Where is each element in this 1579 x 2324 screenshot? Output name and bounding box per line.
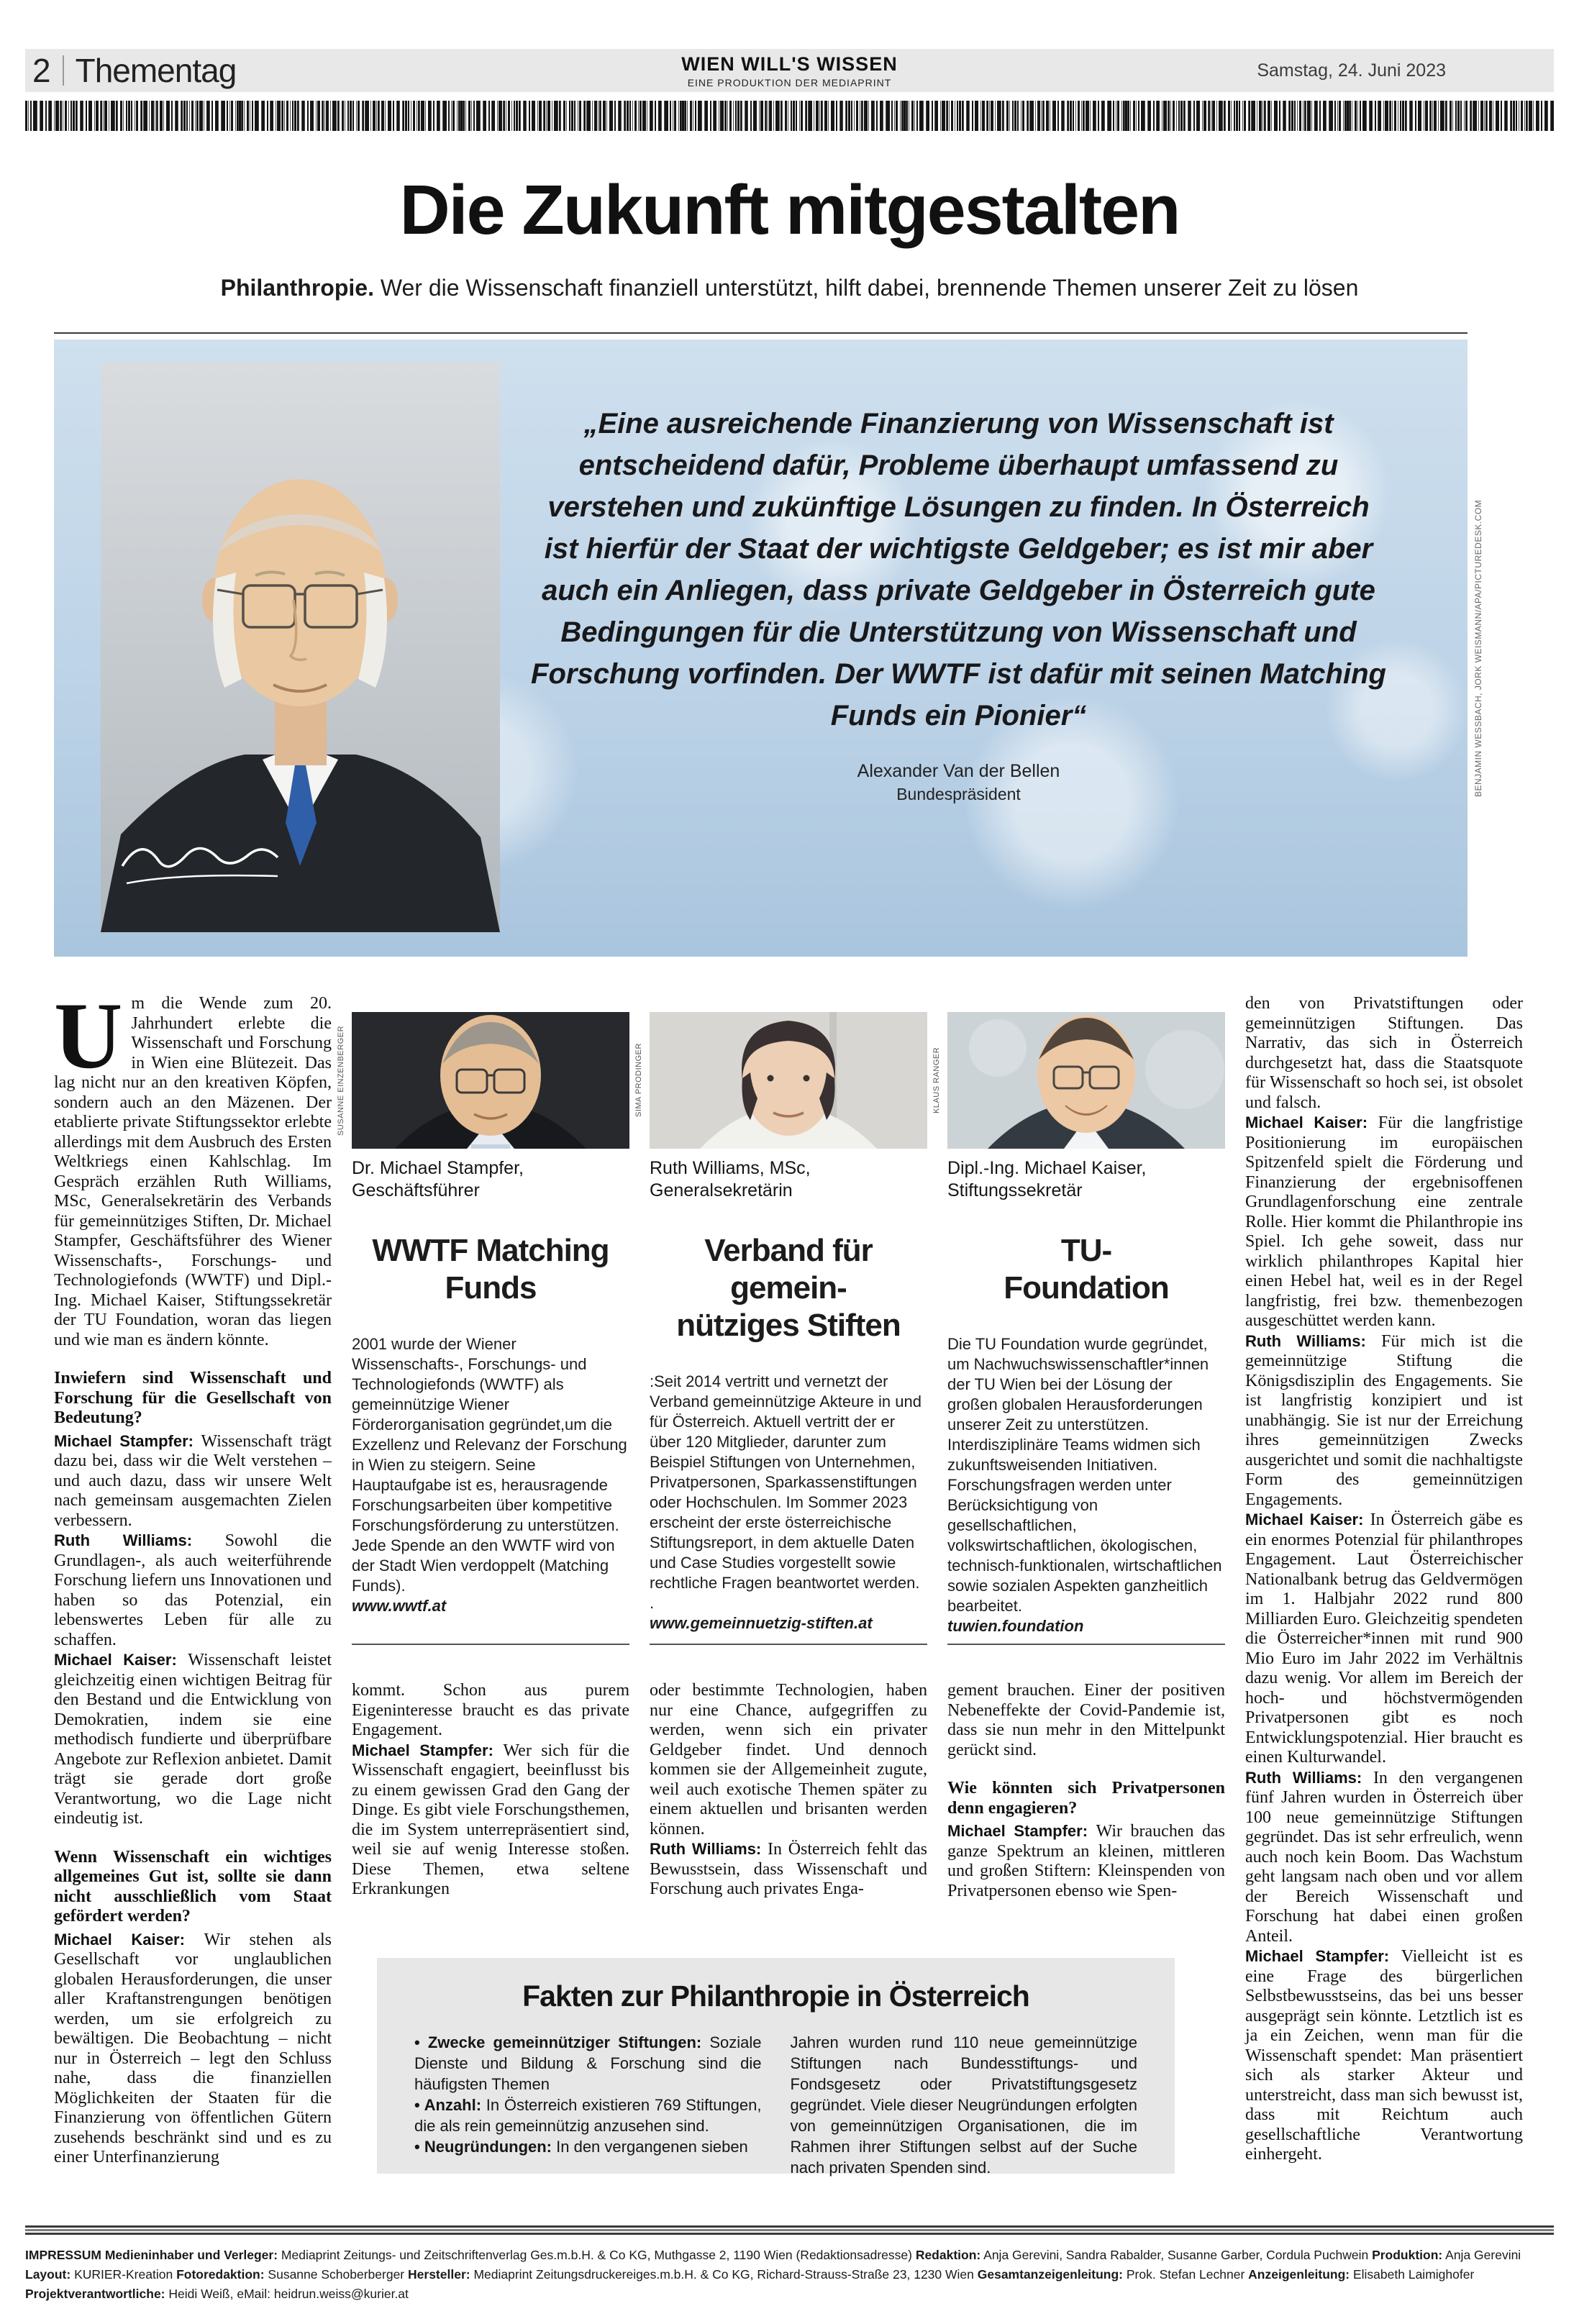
- quote-attribution-role: Bundespräsident: [896, 785, 1021, 803]
- profile-card: [634, 1012, 927, 1645]
- interview-flow-col1: [54, 1369, 332, 2168]
- hero-photo-credit: BENJAMIN WESSBACH, JORK WEISMANN/APA/PICTUREDESK.COM: [1473, 499, 1483, 797]
- speaker-name: Ruth Williams:: [650, 1840, 768, 1858]
- caption-line-1: Ruth Williams, MSc,: [650, 1158, 811, 1178]
- brand-subtitle: EINE PRODUKTION DER MEDIAPRINT: [687, 76, 892, 88]
- photo-ruth-williams: [650, 1012, 927, 1149]
- section-title: Thementag: [75, 52, 237, 89]
- info-body: 2001 wurde der Wiener Wissenschafts-, Forschungs- und Technologiefonds (WWTF) als gemeinnützige Wiener Förderorganisation gegründet,um die Exzellenz und Relevanz der Forschung in Wien zu steigern. Seine Hauptaufgabe ist es, herausragende Forschungsarbeiten über kompetitive Forschungsförderung zu unterstützen. Jede Spende an den WWTF wird von der Stadt Wien verdoppelt (Matching Funds).: [352, 1335, 627, 1595]
- speaker-name: • Zwecke gemeinnütziger Stiftungen:: [414, 2033, 710, 2051]
- profile-info-text: [650, 1372, 927, 1633]
- speaker-name: • Anzahl:: [414, 2096, 486, 2114]
- heading-line-2: Foundation: [1004, 1270, 1169, 1305]
- hero-image: [54, 340, 1467, 957]
- article-paragraph: • Anzahl: In Österreich existieren 769 Stiftungen, die als rein gemeinnützig anzusehen sind.: [414, 2096, 762, 2135]
- speaker-name: • Neugründungen:: [414, 2138, 557, 2156]
- profile-link: www.gemeinnuetzig-stiften.at: [650, 1614, 873, 1632]
- profile-heading: [650, 1232, 927, 1344]
- heading-line-1: TU-: [1060, 1233, 1112, 1268]
- subhead-text: Wer die Wissenschaft finanziell unterstützt, hilft dabei, brennende Themen unserer Zeit zu lösen: [373, 275, 1359, 301]
- subhead-kicker: Philanthropie.: [220, 275, 374, 301]
- interview-question: Wie könnten sich Privatpersonen denn engagieren?: [947, 1779, 1225, 1818]
- divider-rule: [54, 332, 1467, 334]
- speaker-name: Michael Stampfer:: [352, 1741, 504, 1759]
- impressum-label: Anzeigenleitung:: [1248, 2267, 1350, 2282]
- caption-line-2: Geschäftsführer: [352, 1180, 480, 1200]
- impressum-label: Redaktion:: [915, 2248, 981, 2262]
- interview-question: Wenn Wissenschaft ein wichtiges allgemeines Gut ist, sollte sie dann nicht ausschließlich vom Staat gefördert werden?: [54, 1847, 332, 1926]
- article-paragraph: Michael Stampfer: Wir brauchen das ganze Spektrum an kleinen, mittleren und großen Stiftern: Kleinspenden von Privatpersonen ebenso wie Spen-: [947, 1822, 1225, 1900]
- photo-michael-stampfer: [352, 1012, 629, 1149]
- caption-line-1: Dr. Michael Stampfer,: [352, 1158, 524, 1178]
- profile-kaiser: [932, 994, 1225, 1940]
- article-paragraph: Ruth Williams: In den vergangenen fünf Jahren wurden in Österreich über 100 neue gemeinnützige Stiftungen gegründet. Das ist sehr erfreulich, wenn auch noch kein Boom. Das Wachstum geht langsam nach oben und vor allem der Bereich Wissenschaft und Forschung hat dabei einen großen Anteil.: [1245, 1768, 1523, 1946]
- facts-box: [377, 1958, 1175, 2177]
- pull-quote: „Eine ausreichende Finanzierung von Wissenschaft ist entscheidend dafür, Probleme überhaupt umfassend zu verstehen und zukünftige Lösungen zu finden. In Österreich ist hierfür der Staat der wichtigste Geldgeber; es ist mir aber auch ein Anliegen, dass private Geldgeber in Österreich gute Bedingungen für die Unterstützung von Wissenschaft und Forschung vorfinden. Der WWTF ist dafür mit seinen Matching Funds ein Pionier“: [531, 408, 1386, 732]
- info-body: :Seit 2014 vertritt und vernetzt der Verband gemeinnützige Akteure in und für Österreich. Aktuell vertritt der er über 120 Mitglieder, darunter zum Beispiel Stiftungen von Unternehmen, Privatpersonen, Sparkassenstiftungen oder Hochschulen. Im Sommer 2023 erscheint der erste österreichische Stiftungsreport, in dem aktuelle Daten und Case Studies vorgestellt sowie rechtliche Fragen beantwortet werden. .: [650, 1372, 922, 1612]
- profile-williams: [634, 994, 927, 1940]
- heading-line-1: Verband für gemein-: [704, 1233, 873, 1305]
- article-paragraph: Ruth Williams: Für mich ist die gemeinnützige Stiftung die Königsdisziplin des Engagements. Sie ist langfristig konzipiert und ist unabhängig. Sie ist nur der Erreichung ihres gemeinnützigen Zwecks ausgerichtet und somit die nachhaltigste Form des gemeinnützigen Engagements.: [1245, 1331, 1523, 1509]
- intro-paragraph: [54, 983, 332, 1350]
- article-paragraph: gement brauchen. Einer der positiven Nebeneffekte der Covid-Pandemie ist, dass sie nun mehr in den Mittelpunkt gerückt sind.: [947, 1681, 1225, 1759]
- impressum-label: Produktion:: [1372, 2248, 1443, 2262]
- speaker-name: Ruth Williams:: [1245, 1331, 1382, 1350]
- article-column-2-continuation: [352, 1681, 629, 1940]
- impressum: IMPRESSUM Medieninhaber und Verleger: Mediaprint Zeitungs- und Zeitschriftenverlag Ges.m.b.H. & Co KG, Muthgasse 2, 1190 Wien (Redaktionsadresse) Redaktion: Anja Gerevini, Sandra Rabalder, Susanne Garber, Cordula Puchwein Produktion: Anja Gerevini Layout: KURIER-Kreation Fotoredaktion: Susanne Schoberberger Hersteller: Mediaprint Zeitungsdruckereiges.m.b.H. & Co KG, Richard-Strauss-Straße 23, 1230 Wien Gesamtanzeigenleitung: Prok. Stefan Lechner Anzeigenleitung: Elisabeth Laimighofer Projektverantwortliche: Heidi Weiß, eMail: heidrun.weiss@kurier.at: [25, 2248, 1521, 2301]
- article-paragraph: Michael Kaiser: Für die langfristige Positionierung im europäischen Spitzenfeld spielt die Förderung und Finanzierung der ergebnisoffenen Grundlagenforschung eine zentrale Rolle. Hier kommt die Philanthropie ins Spiel. Ich gehe soweit, dass nur wirklich philanthropes Kapital hier einen Hebel hat, weil es in der Regel langfristig, frei bzw. themenbezogen ausgeschüttet werden kann.: [1245, 1113, 1523, 1330]
- speaker-name: Ruth Williams:: [54, 1531, 225, 1549]
- main-headline: Die Zukunft mitgestalten: [399, 170, 1180, 249]
- facts-columns: [414, 2032, 1137, 2178]
- page-number: 2: [32, 52, 51, 89]
- photo-credit: SUSANNE EINZENBERGER: [337, 1025, 345, 1136]
- speaker-name: Michael Kaiser:: [54, 1651, 188, 1669]
- photo-credit: SIMA PRODINGER: [634, 1043, 643, 1118]
- profile-info-text: [947, 1334, 1225, 1636]
- facts-box-title: Fakten zur Philanthropie in Österreich: [522, 1979, 1029, 2013]
- article-paragraph: Michael Stampfer: Wissenschaft trägt dazu bei, dass wir die Welt verstehen – und auch dazu, dass wir unsere Welt nach gemeinsam ausgemachten Zielen verbessern.: [54, 1431, 332, 1530]
- profile-card: [337, 1012, 629, 1645]
- heading-line-1: WWTF Matching: [372, 1233, 609, 1268]
- article-paragraph: • Neugründungen: In den vergangenen sieben: [414, 2138, 748, 2156]
- impressum-label: Fotoredaktion:: [176, 2267, 265, 2282]
- page-header: [25, 49, 1554, 92]
- speaker-name: Michael Kaiser:: [54, 1930, 204, 1949]
- profile-stampfer: [337, 994, 630, 1940]
- article-paragraph: Michael Kaiser: Wissenschaft leistet gleichzeitig einen wichtigen Beitrag für den Bestand und die Entwicklung von Demokratien, indem sie eine methodisch fundierte und überprüfbare Angebote zur Reflexion anbietet. Damit trägt sie gerade dort große Verantwortung, wo die Lage nicht eindeutig ist.: [54, 1651, 332, 1828]
- photo-credit: KLAUS RANGER: [932, 1047, 941, 1114]
- facts-right-column: Jahren wurden rund 110 neue gemeinnützige Stiftungen nach Bundesstiftungs- und Fondsgesetz oder Privatstiftungsgesetz gegründet. Viele dieser Neugründungen erfolgten von gemeinnützigen Organisationen, die im Rahmen ihrer Stiftungen selbst auf der Suche nach privaten Spenden sind.: [790, 2033, 1137, 2177]
- impressum-label: Hersteller:: [408, 2267, 470, 2282]
- caption-line-1: Dipl.-Ing. Michael Kaiser,: [947, 1158, 1147, 1178]
- drop-cap: U: [54, 983, 123, 1088]
- profile-info-text: [352, 1334, 629, 1616]
- impressum-label: Projektverantwortliche:: [25, 2287, 165, 2301]
- profile-card: [932, 1012, 1225, 1645]
- impressum-label: IMPRESSUM: [25, 2248, 105, 2262]
- heading-line-2: Funds: [445, 1270, 537, 1305]
- speaker-name: Michael Stampfer:: [1245, 1947, 1401, 1965]
- article-column-1: [54, 983, 332, 2206]
- pull-quote-block: [529, 403, 1388, 804]
- brand-title: WIEN WILL'S WISSEN: [681, 53, 898, 75]
- article-paragraph: Michael Stampfer: Vielleicht ist es eine Frage des bürgerlichen Selbstbewusstseins, das bei uns besser ausgeprägt sein könnte. Letztlich ist es ja ein Zeichen, wenn man für die Wissenschaft spendet: Man präsentiert sich als starker Akteur und unterstreicht, dass man sich bewusst ist, dass mit Reichtum auch gesellschaftliche Verantwortung einhergeht.: [1245, 1947, 1523, 2164]
- speaker-name: Michael Kaiser:: [1245, 1113, 1378, 1131]
- heading-line-2: nütziges Stiften: [676, 1308, 901, 1343]
- article-column-3-continuation: [650, 1681, 927, 1940]
- article-paragraph: Ruth Williams: Sowohl die Grundlagen-, als auch weiterführende Forschung liefern uns Innovationen und haben so das Potenzial, ein lebenswertes Leben für alle zu schaffen.: [54, 1531, 332, 1649]
- footer-divider-stripes: [25, 2225, 1554, 2236]
- issue-date: Samstag, 24. Juni 2023: [1257, 60, 1446, 81]
- profile-link: tuwien.foundation: [947, 1617, 1084, 1635]
- speaker-name: Michael Kaiser:: [1245, 1510, 1370, 1528]
- photo-caption: [947, 1157, 1225, 1202]
- article-paragraph: Michael Kaiser: In Österreich gäbe es ein enormes Potenzial für philanthropes Engagement. Laut Österreichischer Nationalbank betrug das Geldvermögen im 1. Halbjahr 2022 rund 800 Milliarden Euro. Gleichzeitig spendeten die Österreicher*innen mit rund 900 Mio Euro im Jahr 2022 im Verhältnis dazu wenig. Vor allem im Bereich der hoch- und höchstvermögenden Privatpersonen gibt es noch Entwicklungspotenzial. Hier braucht es einen Kulturwandel.: [1245, 1510, 1523, 1767]
- photo-caption: [352, 1157, 629, 1202]
- middle-section: [337, 994, 1225, 2206]
- article-paragraph: • Zwecke gemeinnütziger Stiftungen: Soziale Dienste und Bildung & Forschung sind die häufigsten Themen: [414, 2033, 762, 2093]
- speaker-name: Ruth Williams:: [1245, 1768, 1373, 1787]
- facts-left-column: [414, 2032, 762, 2178]
- profile-link: www.wwtf.at: [352, 1597, 447, 1615]
- article-column-5: [1245, 994, 1523, 2206]
- article-body: [54, 983, 1523, 2206]
- article-paragraph: oder bestimmte Technologien, haben nur eine Chance, aufgegriffen zu werden, wenn sich ein privater Geldgeber findet. Und dennoch kommen sie der Allgemeinheit zugute, weil auch exotische Themen später zu einem aktuellen und brisanten werden können.: [650, 1681, 927, 1838]
- quote-attribution-name: Alexander Van der Bellen: [857, 761, 1060, 781]
- article-paragraph: den von Privatstiftungen oder gemeinnützigen Stiftungen. Das Narrativ, das sich in Österreich durchgesetzt hat, dass die Staatsquote für Wissenschaft so hoch sei, ist obsolet und falsch.: [1245, 994, 1523, 1112]
- profile-heading: [352, 1232, 629, 1307]
- caption-line-2: Generalsekretärin: [650, 1180, 793, 1200]
- article-paragraph: Michael Stampfer: Wer sich für die Wissenschaft engagiert, beeinflusst bis zu einem gewissen Grad den Gang der Dinge. Es gibt viele Forschungsthemen, die im System unterrepräsentiert sind, weil sie auf wenig Interesse stoßen. Diese Themen, etwa seltene Erkrankungen: [352, 1741, 630, 1898]
- article-paragraph: Ruth Williams: In Österreich fehlt das Bewusstsein, dass Wissenschaft und Forschung auch privates Enga-: [650, 1840, 927, 1898]
- profiles-row: [337, 994, 1225, 1940]
- article-paragraph: Michael Kaiser: Wir stehen als Gesellschaft vor unglaublichen globalen Herausforderungen, die unser aller Kraftanstrengungen benötigen werden, um sie erfolgreich zu bewältigen. Die Beobachtung – nicht nur in Österreich – legt den Schluss nahe, dass die finanziellen Möglichkeiten der Staaten für die Finanzierung von öffentlichen Gütern zusehends beschränkt sind und es zu einer Unterfinanzierung: [54, 1930, 332, 2166]
- article-paragraph: kommt. Schon aus purem Eigeninteresse braucht es das private Engagement.: [352, 1681, 629, 1739]
- photo-michael-kaiser: [947, 1012, 1225, 1149]
- speaker-name: Michael Stampfer:: [54, 1431, 201, 1450]
- interview-question: Inwiefern sind Wissenschaft und Forschung für die Gesellschaft von Bedeutung?: [54, 1369, 332, 1427]
- speaker-name: Michael Stampfer:: [947, 1822, 1096, 1840]
- article-column-4-continuation: [947, 1681, 1225, 1940]
- caption-line-2: Stiftungssekretär: [947, 1180, 1083, 1200]
- decorative-barcode-band: [25, 101, 1554, 131]
- photo-caption: [650, 1157, 927, 1202]
- impressum-label: Gesamtanzeigenleitung:: [977, 2267, 1124, 2282]
- info-body: Die TU Foundation wurde gegründet, um Nachwuchswissenschaftler*innen der TU Wien bei der Lösung der großen globalen Herausforderungen unserer Zeit zu unterstützen. Interdisziplinäre Teams widmen sich zukunftsweisenden Initiativen. Forschungsfragen werden unter Berücksichtigung von gesellschaftlichen, volkswirtschaftlichen, ökologischen, technisch-funktionalen, wirtschaftlichen sowie sozialen Aspekten ganzheitlich bearbeitet.: [947, 1335, 1222, 1615]
- profile-heading: [947, 1232, 1225, 1307]
- portrait-van-der-bellen: [101, 363, 500, 932]
- intro-text: m die Wende zum 20. Jahrhundert erlebte die Wissenschaft und Forschung in Wien eine Blütezeit. Das lag nicht nur an den kreativen Köpfen, sondern auch an den Mäzenen. Der etablierte private Stiftungssektor erlebte allerdings mit dem Ausbruch des Ersten Weltkriegs einen Kahlschlag. Im Gespräch erzählen Ruth Williams, MSc, Generalsekretärin des Verbands für gemeinnütziges Stiften, Dr. Michael Stampfer, Geschäftsführer des Wiener Wissenschafts-, Forschungs- und Technologiefonds (WWTF) und Dipl.-Ing. Michael Kaiser, Stiftungssekretär der TU Foundation, woran das liegen und wie man es ändern könnte.: [54, 994, 332, 1349]
- impressum-label: Medieninhaber und Verleger:: [104, 2248, 278, 2262]
- impressum-label: Layout:: [25, 2267, 71, 2282]
- subheadline: [0, 275, 1579, 301]
